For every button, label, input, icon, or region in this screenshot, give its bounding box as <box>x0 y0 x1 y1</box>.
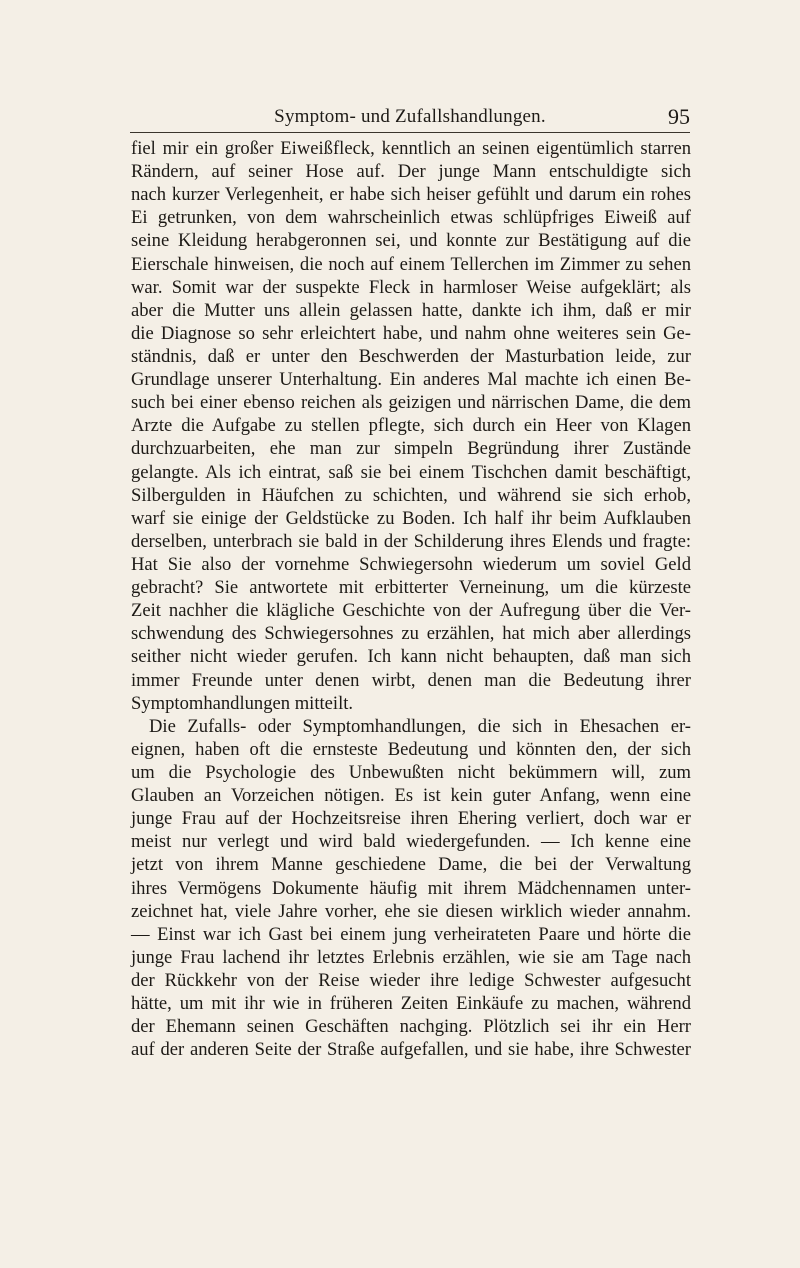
page-number: 95 <box>668 104 690 129</box>
text-line: immer Freunde unter denen wirbt, denen man die Bedeutung ihrer <box>131 669 691 691</box>
text-line: Hat Sie also der vornehme Schwiegersohn wiederum um soviel Geld <box>131 553 691 575</box>
text-line: der Ehemann seinen Geschäften nachging. Plötzlich sei ihr ein Herr <box>131 1016 691 1038</box>
text-line: derselben, unterbrach sie bald in der Schilderung ihres Elends und fragte: <box>131 530 691 552</box>
text-line: seine Kleidung herabgeronnen sei, und konnte zur Bestätigung auf die <box>131 230 691 252</box>
text-line: zeichnet hat, viele Jahre vorher, ehe sie diesen wirklich wieder annahm. <box>131 900 691 922</box>
running-head <box>130 106 690 132</box>
text-line: hätte, um mit ihr wie in früheren Zeiten Einkäufe zu machen, während <box>131 993 691 1015</box>
text-line: Eierschale hinweisen, die noch auf einem Tellerchen im Zimmer zu sehen <box>131 253 691 275</box>
text-line: Zeit nachher die klägliche Geschichte von der Aufregung über die Ver- <box>131 600 691 622</box>
text-line: fiel mir ein großer Eiweißfleck, kenntlich an seinen eigentümlich starren <box>131 138 691 159</box>
text-line: Ei getrunken, von dem wahrscheinlich etwas schlüpfriges Eiweiß auf <box>131 207 691 229</box>
text-line: schwendung des Schwiegersohnes zu erzählen, hat mich aber allerdings <box>131 623 691 645</box>
paragraph-end-line: Symptomhandlungen mitteilt. <box>131 692 354 714</box>
running-head-title: Symptom- und Zufallshandlungen. <box>274 106 546 127</box>
text-line: junge Frau lachend ihr letztes Erlebnis erzählen, wie sie am Tage nach <box>131 946 691 968</box>
text-line: die Diagnose so sehr erleichtert habe, und nahm ohne weiteres sein Ge- <box>131 322 691 344</box>
text-line: eignen, haben oft die ernsteste Bedeutung und könnten den, der sich <box>131 738 691 760</box>
text-line: um die Psychologie des Unbewußten nicht bekümmern will, zum <box>131 761 691 783</box>
text-line: ständnis, daß er unter den Beschwerden der Masturbation leide, zur <box>131 345 691 367</box>
header-rule <box>130 132 690 133</box>
text-line: nach kurzer Verlegenheit, er habe sich heiser gefühlt und darum ein rohes <box>131 184 691 206</box>
text-line: durchzuarbeiten, ehe man zur simpeln Begründung ihrer Zustände <box>131 438 691 460</box>
text-line: Rändern, auf seiner Hose auf. Der junge Mann entschuldigte sich <box>131 161 691 183</box>
text-line: gelangte. Als ich eintrat, saß sie bei einem Tischchen damit beschäftigt, <box>131 461 691 483</box>
text-line: Glauben an Vorzeichen nötigen. Es ist kein guter Anfang, wenn eine <box>131 785 691 807</box>
text-line: ihres Vermögens Dokumente häufig mit ihrem Mädchennamen unter- <box>131 877 691 899</box>
text-line: seither nicht wieder gerufen. Ich kann nicht behaupten, daß man sich <box>131 646 691 668</box>
text-line: — Einst war ich Gast bei einem jung verheirateten Paare und hörte die <box>131 923 691 945</box>
text-line: jetzt von ihrem Manne geschiedene Dame, die bei der Verwaltung <box>131 854 691 876</box>
text-line: auf der anderen Seite der Straße aufgefallen, und sie habe, ihre Schwester <box>131 1039 691 1061</box>
text-line: warf sie einige der Geldstücke zu Boden. Ich half ihr beim Aufklauben <box>131 507 691 529</box>
body-text <box>131 137 691 1061</box>
text-line: such bei einer ebenso reichen als geizigen und närrischen Dame, die dem <box>131 392 691 414</box>
text-line: gebracht? Sie antwortete mit erbitterter Verneinung, um die kürzeste <box>131 577 691 599</box>
text-line: aber die Mutter uns allein gelassen hatte, dankte ich ihm, daß er mir <box>131 299 691 321</box>
text-line: meist nur verlegt und wird bald wiedergefunden. — Ich kenne eine <box>131 831 691 853</box>
text-line: Arzte die Aufgabe zu stellen pflegte, sich durch ein Heer von Klagen <box>131 415 691 437</box>
text-line: der Rückkehr von der Reise wieder ihre ledige Schwester aufgesucht <box>131 969 691 991</box>
text-line: war. Somit war der suspekte Fleck in harmloser Weise aufgeklärt; als <box>131 276 691 298</box>
text-line: Silbergulden in Häufchen zu schichten, und während sie sich erhob, <box>131 484 691 506</box>
text-line: Grundlage unserer Unterhaltung. Ein anderes Mal machte ich einen Be- <box>131 369 691 391</box>
text-line: junge Frau auf der Hochzeitsreise ihren Ehering verliert, doch war er <box>131 808 691 830</box>
paragraph-start-line: Die Zufalls- oder Symptomhandlungen, die sich in Ehesachen er- <box>149 715 691 737</box>
